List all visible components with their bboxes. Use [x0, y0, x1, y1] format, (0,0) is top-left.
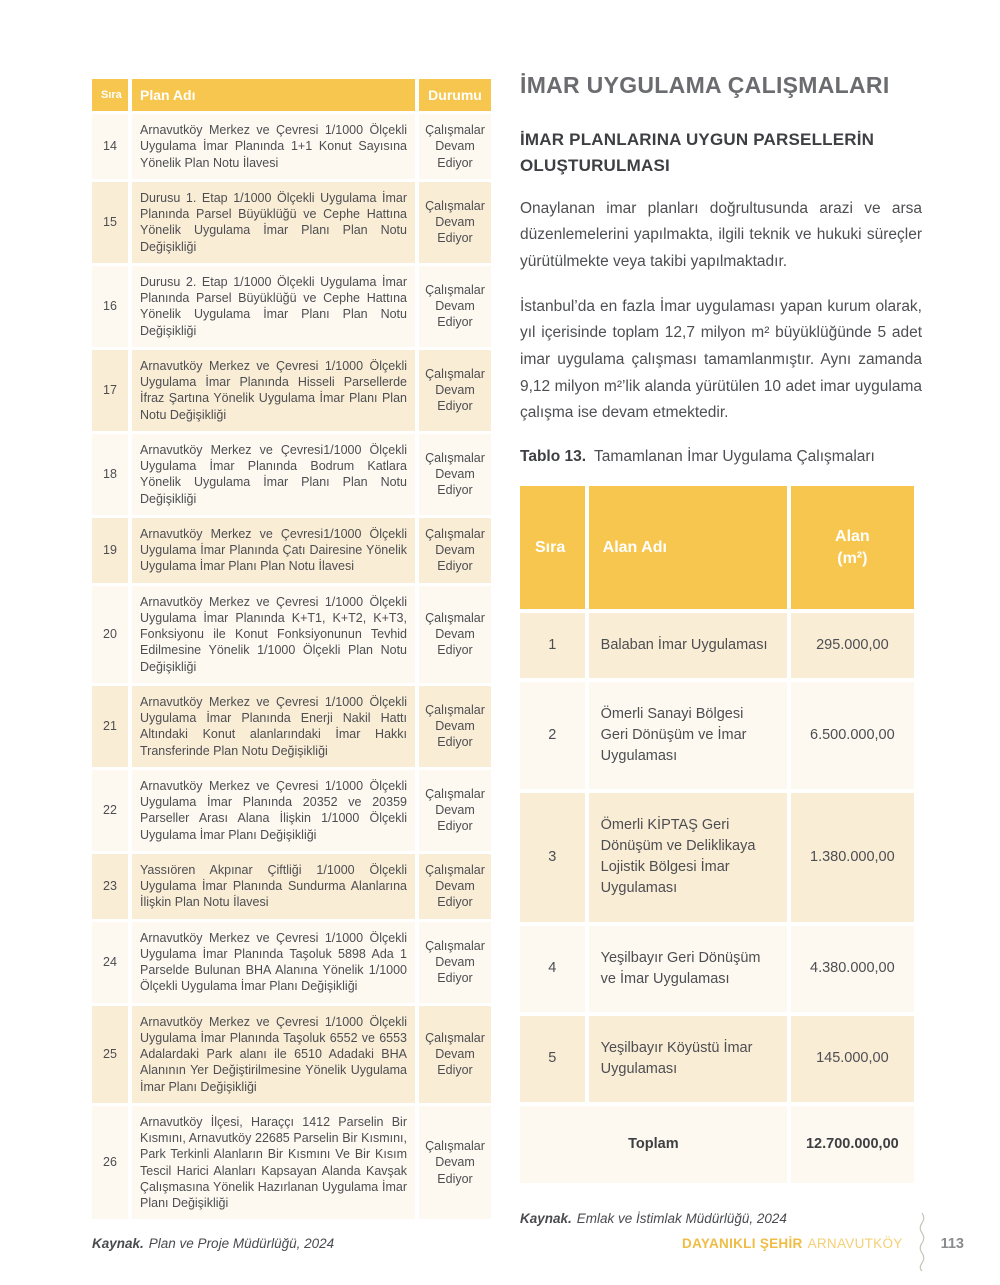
plan-status: Çalışmalar Devam Ediyor — [419, 1106, 491, 1220]
area-table-header — [520, 486, 914, 609]
plan-name: Arnavutköy Merkez ve Çevresi 1/1000 Ölçekli Uygulama İmar Planında Taşoluk 6552 ve 6553 Adalardaki Park alanı ile 6510 Adadaki BHA Alanının Yer Değiştirilmesine Yönelik Uygulama İmar Planı Değişikliği — [132, 1006, 415, 1103]
plan-name: Durusu 2. Etap 1/1000 Ölçekli Uygulama İmar Planında Parsel Büyüklüğü ve Cephe Hattına Yönelik Uygulama İmar Planı Plan Notu Değişikliği — [132, 266, 415, 347]
row-number: 5 — [520, 1016, 585, 1102]
row-number: 16 — [92, 266, 128, 347]
plan-name: Arnavutköy Merkez ve Çevresi 1/1000 Ölçekli Uygulama İmar Planında 1+1 Konut Sayısına Yönelik Plan Notu İlavesi — [132, 114, 415, 179]
row-number: 25 — [92, 1006, 128, 1103]
table-row — [92, 1006, 491, 1103]
col-header-durumu: Durumu — [419, 79, 491, 111]
table-row — [92, 182, 491, 263]
row-number: 3 — [520, 793, 585, 921]
section-title: İMAR PLANLARINA UYGUN PARSELLERİN OLUŞTURULMASI — [520, 130, 875, 176]
alan-header-line1: Alan — [835, 528, 870, 546]
row-number: 18 — [92, 434, 128, 515]
completed-works-table — [516, 482, 918, 1186]
plan-table-body — [92, 114, 491, 1219]
row-number: 4 — [520, 926, 585, 1012]
row-number: 17 — [92, 350, 128, 431]
plan-name: Arnavutköy Merkez ve Çevresi 1/1000 Ölçekli Uygulama İmar Planında Taşoluk 5898 Ada 1 Parselde Bulunan BHA Alanına Yönelik 1/1000 Ölçekli Uygulama İmar Planı Değişikliği — [132, 922, 415, 1003]
col-header-alan-adi: Alan Adı — [589, 486, 787, 609]
area-value: 6.500.000,00 — [791, 682, 914, 789]
row-number: 15 — [92, 182, 128, 263]
plan-name: Arnavutköy Merkez ve Çevresi 1/1000 Ölçekli Uygulama İmar Planında Enerji Nakil Hattı Altındaki Konut alanlarındaki İmar Hakkı Transferinde Plan Notu Değişikliği — [132, 686, 415, 767]
table-caption-text: Tamamlanan İmar Uygulama Çalışmaları — [594, 447, 875, 465]
plan-name: Arnavutköy Merkez ve Çevresi 1/1000 Ölçekli Uygulama İmar Planında 20352 ve 20359 Parseller Arası Alana İlişkin 1/1000 Ölçekli Uygulama İmar Planı Değişikliği — [132, 770, 415, 851]
table-row — [92, 922, 491, 1003]
table-caption-label: Tablo 13. — [520, 447, 587, 465]
col-header-alan-m2 — [791, 486, 914, 609]
row-number: 20 — [92, 586, 128, 683]
plan-name: Arnavutköy Merkez ve Çevresi1/1000 Ölçekli Uygulama İmar Planında Bodrum Katlara Yönelik Uygulama İmar Planı Plan Notu Değişikliği — [132, 434, 415, 515]
col-header-sira: Sıra — [520, 486, 585, 609]
table-row — [92, 350, 491, 431]
left-column — [92, 72, 499, 1251]
paragraph-2: İstanbul’da en fazla İmar uygulaması yapan kurum olarak, yıl içerisinde toplam 12,7 milyon m² büyüklüğünde 5 adet imar uygulama çalışması tamamlanmıştır. Aynı zamanda 9,12 milyon m²’lik alanda yürütülen 10 adet imar uygulama çalışma ise devam etmektedir. — [520, 297, 922, 422]
footer-brand-light: ARNAVUTKÖY — [807, 1236, 903, 1252]
table-row — [92, 770, 491, 851]
table-row — [92, 586, 491, 683]
row-number: 2 — [520, 682, 585, 789]
row-number: 23 — [92, 854, 128, 919]
area-name: Ömerli Sanayi Bölgesi Geri Dönüşüm ve İmar Uygulaması — [589, 682, 787, 789]
left-table-source — [92, 1236, 499, 1251]
area-table-footer — [520, 1106, 914, 1183]
plan-name: Arnavutköy Merkez ve Çevresi 1/1000 Ölçekli Uygulama İmar Planında Hisseli Parsellerde İfraz Şartına Yönelik Uygulama İmar Planı Plan Notu Değişikliği — [132, 350, 415, 431]
table-row — [520, 793, 914, 921]
table-row — [520, 1016, 914, 1102]
plan-table-header — [92, 79, 491, 111]
right-column — [520, 72, 922, 1251]
table-row — [92, 854, 491, 919]
footer-brand-bold: DAYANIKLI ŞEHİR — [682, 1236, 803, 1252]
total-row — [520, 1106, 914, 1183]
table-row — [520, 613, 914, 678]
row-number: 22 — [92, 770, 128, 851]
row-number: 14 — [92, 114, 128, 179]
page-footer — [682, 1217, 964, 1271]
plan-name: Arnavutköy Merkez ve Çevresi1/1000 Ölçekli Uygulama İmar Planında Çatı Dairesine Yönelik Uygulama İmar Planı Plan Notu İlavesi — [132, 518, 415, 583]
plan-name: Yassıören Akpınar Çiftliği 1/1000 Ölçekli Uygulama İmar Planında Sundurma Alanlarına İlişkin Plan Notu İlavesi — [132, 854, 415, 919]
page-number: 113 — [940, 1235, 964, 1252]
row-number: 1 — [520, 613, 585, 678]
col-header-plan-adi: Plan Adı — [132, 79, 415, 111]
area-name: Ömerli KİPTAŞ Geri Dönüşüm ve Deliklikaya Lojistik Bölgesi İmar Uygulaması — [589, 793, 787, 921]
plan-status: Çalışmalar Devam Ediyor — [419, 922, 491, 1003]
table-row — [92, 518, 491, 583]
plan-status: Çalışmalar Devam Ediyor — [419, 686, 491, 767]
plan-name: Arnavutköy İlçesi, Haraççı 1412 Parselin Bir Kısmını, Arnavutköy 22685 Parselin Bir Kısmını, Park Terkinli Alanların Bir Kısmını Ve Bir Kısım Tescil Harici Alanları Kapsayan Alanda Kavşak Çalışmasına Yönelik Hazırlanan Uygulama İmar Planı Değişikliği — [132, 1106, 415, 1220]
area-value: 295.000,00 — [791, 613, 914, 678]
area-name: Balaban İmar Uygulaması — [589, 613, 787, 678]
table-row — [92, 434, 491, 515]
row-number: 19 — [92, 518, 128, 583]
source-text: Emlak ve İstimlak Müdürlüğü, 2024 — [576, 1210, 787, 1226]
area-name: Yeşilbayır Geri Dönüşüm ve İmar Uygulaması — [589, 926, 787, 1012]
area-table-body — [520, 613, 914, 1101]
area-value: 4.380.000,00 — [791, 926, 914, 1012]
area-value: 145.000,00 — [791, 1016, 914, 1102]
plan-status-table — [88, 76, 495, 1222]
row-number: 24 — [92, 922, 128, 1003]
row-number: 21 — [92, 686, 128, 767]
page-title: İMAR UYGULAMA ÇALIŞMALARI — [520, 72, 890, 98]
source-label: Kaynak. — [520, 1210, 572, 1226]
plan-status: Çalışmalar Devam Ediyor — [419, 854, 491, 919]
plan-name: Arnavutköy Merkez ve Çevresi 1/1000 Ölçekli Uygulama İmar Planında K+T1, K+T2, K+T3, Fonksiyonu ile Konut Fonksiyonunun Tevhid Edilmesine Yönelik 1/1000 Ölçekli Plan Notu Değişikliği — [132, 586, 415, 683]
paragraph-1: Onaylanan imar planları doğrultusunda arazi ve arsa düzenlemelerini yapılmakta, ilgili teknik ve hukuki süreçler yürütülmekte veya takibi yapılmaktadır. — [520, 199, 922, 270]
plan-status: Çalışmalar Devam Ediyor — [419, 518, 491, 583]
plan-status: Çalışmalar Devam Ediyor — [419, 114, 491, 179]
source-label: Kaynak. — [92, 1236, 144, 1252]
area-value: 1.380.000,00 — [791, 793, 914, 921]
plan-name: Durusu 1. Etap 1/1000 Ölçekli Uygulama İmar Planında Parsel Büyüklüğü ve Cephe Hattına Yönelik Uygulama İmar Planı Plan Notu Değişikliği — [132, 182, 415, 263]
plan-status: Çalışmalar Devam Ediyor — [419, 770, 491, 851]
plan-status: Çalışmalar Devam Ediyor — [419, 350, 491, 431]
alan-header-line2: (m²) — [837, 549, 868, 567]
area-name: Yeşilbayır Köyüstü İmar Uygulaması — [589, 1016, 787, 1102]
table-row — [92, 686, 491, 767]
row-number: 26 — [92, 1106, 128, 1220]
plan-status: Çalışmalar Devam Ediyor — [419, 1006, 491, 1103]
table-caption — [520, 445, 922, 468]
plan-status: Çalışmalar Devam Ediyor — [419, 434, 491, 515]
table-row — [92, 266, 491, 347]
table-row — [520, 926, 914, 1012]
table-row — [520, 682, 914, 789]
total-label: Toplam — [520, 1106, 787, 1183]
plan-status: Çalışmalar Devam Ediyor — [419, 586, 491, 683]
footer-divider-squiggle-icon — [917, 1213, 927, 1271]
plan-status: Çalışmalar Devam Ediyor — [419, 266, 491, 347]
plan-status: Çalışmalar Devam Ediyor — [419, 182, 491, 263]
table-row — [92, 1106, 491, 1220]
table-row — [92, 114, 491, 179]
col-header-sira: Sıra — [92, 79, 128, 111]
source-text: Plan ve Proje Müdürlüğü, 2024 — [148, 1236, 335, 1252]
total-value: 12.700.000,00 — [791, 1106, 914, 1183]
